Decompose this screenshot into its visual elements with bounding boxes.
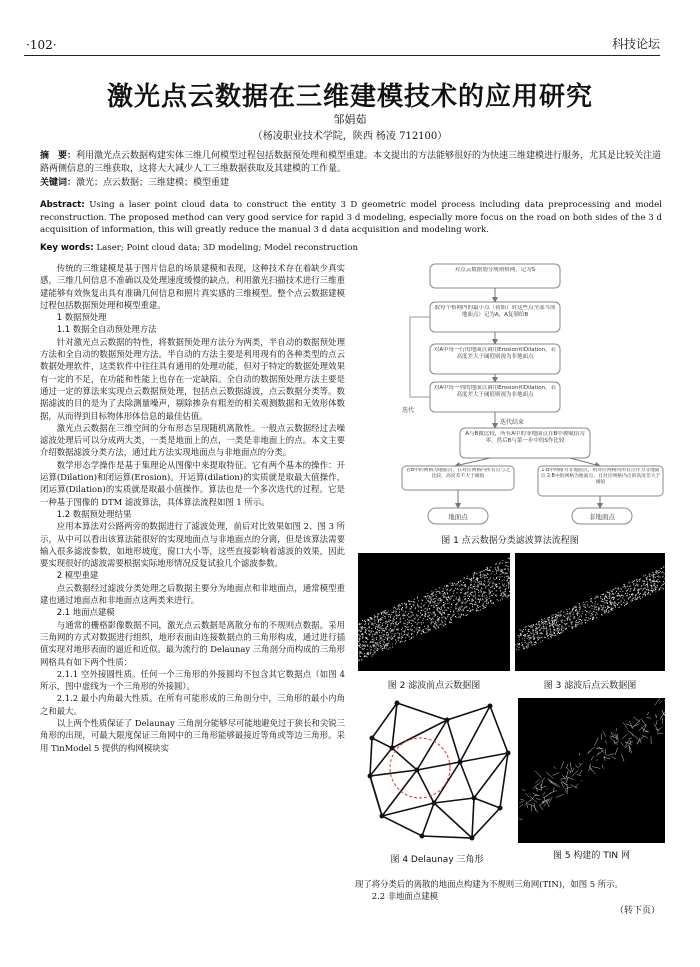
svg-text:非地面点: 非地面点 (589, 513, 615, 521)
keywords-cn-text: 激光；点云数据；三维建模；模型重建 (76, 178, 230, 188)
page-number: ·102· (26, 38, 57, 52)
caption-fig3: 图 3 滤波后点云数据图 (543, 681, 637, 691)
paper-title: 激光点云数据在三维建模技术的应用研究 (106, 82, 593, 112)
caption-fig4: 图 4 Delaunay 三角形 (390, 855, 484, 865)
paragraph: 针对激光点云数据的特性，将数据预处理方法分为两类，半自动的数据预处理方法和全自动的数据预处理方法。半自动的方法主要是利用现有的各种类型的点云数据处理软件，这类软件中往往具有通用的处理功能，但对于特定的数据处理效果有一定的不足，在功能和性能上也存在一定缺陷。全自动的数据预处理方法主要是通过一定的算法来实现点云数据预处理，包括点云数据滤波，点云数据分类等。数据滤波的目的是为了去除测量噪声，剔除掺杂有粗差的相关观测数据和无效形体数据，从而得到目标物体形体信息的最佳估值。 (40, 336, 345, 421)
paragraph: 数学形态学操作是基于集理论从图像中来提取特征。它有两个基本的操作：开运算(Dilation)和闭运算(Erosion)。开运算(dilation)的实质就是取最大值操作，闭运算(Dilation)的实质就是取最小值操作。算法也是一个多次迭代的过程。它是一种基于图像的 DTM 滤波算法，具体算法流程如图 1 所示。 (40, 459, 345, 507)
section-heading: 2 模型重建 (56, 570, 99, 581)
paragraph: 现了将分类后的离散的地面点构建为不规则三角网(TIN)，如图 5 所示。 (355, 879, 623, 889)
abstract-cn (40, 150, 662, 176)
figure-1-flowchart: 对点云数据划分规则格网，记为S 取每个格网内的最小点（初始）时这些点全部当成地面点）记为A，A复制给B 对A中每一行的地面点调用Erosion和Dilation，若高度差大于阈值则视为非地面点 对A中每一列的地面点调用Erosion和Dilation，若高度差大于阈值则视为非地面点 迭代 迭代结束 A与B做比较，所有A中的非地面点在B中被赋值为零，然后B与第一步中的S作比较 若B中的网格为地面点，在对应网格内所有点与之比较，高度差不大于阈值 1.B中网格为非地面点，则对应网格内所有点作为非地面点 2.B中的网格为地面点，且对应网格内点的高度差大于阈值 地面点 非地面点 (400, 262, 665, 530)
label-iterate: 迭代 (402, 407, 415, 414)
paragraph: 传统的三维建模是基于图片信息的场景建模和表现，这种技术存在着缺少真实感，三维几何信息不准确以及处理速度缓慢的缺点。利用激光扫描技术进行三维重建能够有效恢复出具有准确几何信息和照片真实感的三维模型。整个点云数据建模过程包括数据预处理和模型重建。 (40, 263, 345, 310)
abstract-cn-label: 摘 要： (40, 151, 77, 161)
circumcircle (390, 738, 450, 798)
paragraph: 以上两个性质保证了 Delaunay 三角剖分能够尽可能地避免过于狭长和尖锐三角形的出现，可最大限度保证三角网中的三角形能够最接近等角或等边三角形。采用 TinModel 5 提供的构网模块实 (40, 717, 345, 753)
paragraph: 2.2 非地面点建模 (371, 891, 439, 902)
svg-text:地面点: 地面点 (448, 513, 468, 521)
figure-5-tin-network (518, 698, 665, 843)
caption-fig1: 图 1 点云数据分类滤波算法流程图 (441, 536, 579, 546)
paragraph: 应用本算法对公路两旁的数据进行了滤波处理，前后对比效果如图 2、图 3 所示，从中可以看出该算法能很好的实现地面点与非地面点的分离，但是该算法需要输入很多滤波参数，如地形坡度，窗口大小等，这些直接影响着滤波的效果，因此要实现很好的滤波需要根据实际地形情况反复试验几个滤波参数。 (40, 521, 345, 569)
label-iteration-end: 迭代结束 (500, 419, 525, 426)
abstract-en (40, 199, 662, 237)
continued-note: （转下页） (614, 906, 660, 916)
paragraph: 2.1.1 空外接圆性质。任何一个三角形的外接圆均不包含其它数据点（如图 4 所示，图中虚线为一个三角形的外接圆）。 (40, 668, 345, 692)
header-rule (24, 55, 660, 56)
section-name: 科技论坛 (611, 37, 660, 51)
section-heading: 1.2 数据预处理结果 (56, 508, 132, 519)
affiliation: （杨凌职业技术学院，陕西 杨凌 712100） (252, 131, 448, 142)
author: 邹娟茹 (333, 113, 367, 126)
section-heading: 1.1 数据全自动预处理方法 (56, 324, 157, 335)
caption-fig2: 图 2 滤波前点云数据图 (387, 681, 481, 691)
paragraph: 与通常的栅格影像数据不同，激光点云数据是离散分布的不规则点数据。采用三角网的方式对数据进行组织，地形表面由连接数据点的三角形构成，通过进行插值实现对地形表面的逼近和近似。最为流行的 Delaunay 三角剖分而构成的三角形网格具有如下两个性质： (40, 619, 345, 667)
keywords-en-label: Key words: (40, 243, 94, 253)
keywords-en (40, 242, 662, 255)
abstract-cn-text: 利用激光点云数据构建实体三维几何模型过程包括数据预处理和模型重建。本文提出的方法能够很好的为快速三维建模进行服务，尤其是比较关注道路两侧信息的三维获取，这将大大减少人工三维数据获取及其建模的工作量。 (40, 151, 662, 174)
paragraph: 点云数据经过滤波分类处理之后数据主要分为地面点和非地面点，通常模型重建也通过地面点和非地面点这两类来进行。 (40, 582, 345, 606)
abstract-en-text: Using a laser point cloud data to construct the entity 3 D geometric model process including data preprocessing and model reconstruction. The proposed method can very good service for rapid 3 d modeling, especially more focus on the road on both sides of the 3 d acquisition of information, this will greatly reduce the manual 3 d data acquisition and modeling work. (40, 200, 662, 235)
keywords-cn (40, 177, 662, 190)
paragraph: 2.1.2 最小内角最大性质。在所有可能形成的三角剖分中，三角形的最小内角之和最大。 (40, 693, 345, 716)
figure-4-delaunay-triangles (362, 698, 512, 843)
right-column (355, 878, 660, 903)
paragraph: 激光点云数据在三维空间的分布形态呈现随机离散性。一般点云数据经过去噪滤波处理后可以分成两大类，一类是地面上的点，一类是非地面上的点。本文主要介绍数据滤波分类方法，通过此方法实现地面点与非地面点的分类。 (40, 422, 345, 458)
caption-fig5: 图 5 构建的 TIN 网 (552, 851, 631, 861)
abstract-en-label: Abstract: (40, 200, 85, 210)
keywords-cn-label: 关键词： (40, 178, 77, 188)
left-column (40, 262, 345, 754)
section-heading: 2.1 地面点建模 (56, 607, 115, 618)
keywords-en-text: Laser; Point cloud data; 3D modeling; Model reconstruction (96, 243, 359, 253)
figure-3-point-cloud-after (515, 553, 665, 671)
section-heading: 1 数据预处理 (56, 312, 107, 323)
figure-2-point-cloud-before (358, 553, 510, 671)
